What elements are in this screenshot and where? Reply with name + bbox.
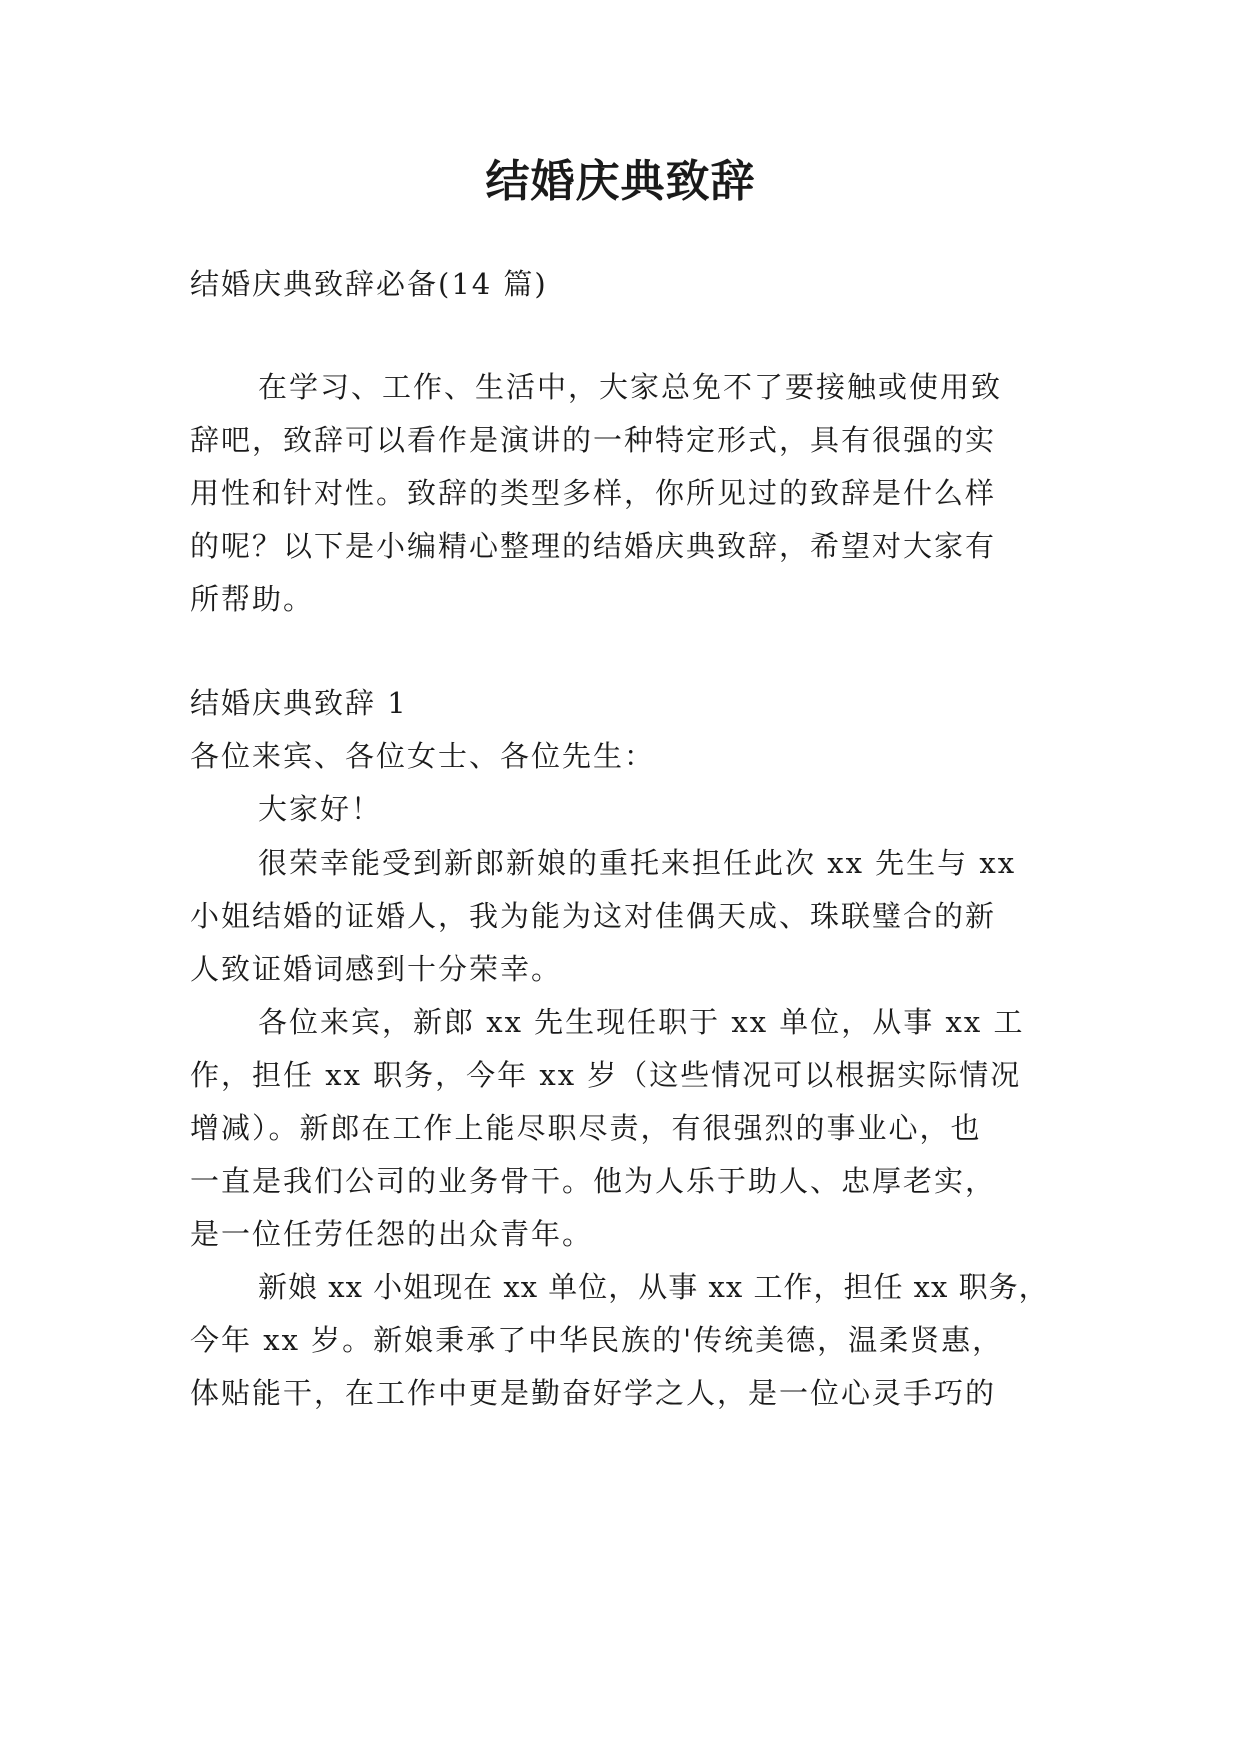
intro-line: 在学习、工作、生活中，大家总免不了要接触或使用致 <box>258 370 1003 404</box>
document-title: 结婚庆典致辞 <box>485 156 756 207</box>
paragraph-line: 一直是我们公司的业务骨干。他为人乐于助人、忠厚老实， <box>190 1164 997 1198</box>
document-subtitle: 结婚庆典致辞必备(14 篇) <box>190 267 548 301</box>
intro-line: 用性和针对性。致辞的类型多样，你所见过的致辞是什么样 <box>190 476 997 510</box>
paragraph-line: 体贴能干，在工作中更是勤奋好学之人，是一位心灵手巧的 <box>190 1376 997 1410</box>
paragraph-line: 作，担任 xx 职务，今年 xx 岁（这些情况可以根据实际情况 <box>190 1058 1022 1092</box>
paragraph-line: 小姐结婚的证婚人，我为能为这对佳偶天成、珠联璧合的新 <box>190 899 997 933</box>
paragraph-line: 新娘 xx 小姐现在 xx 单位，从事 xx 工作，担任 xx 职务， <box>258 1270 1049 1304</box>
paragraph-line: 今年 xx 岁。新娘秉承了中华民族的'传统美德，温柔贤惠， <box>190 1323 1004 1357</box>
intro-line: 的呢？以下是小编精心整理的结婚庆典致辞，希望对大家有 <box>190 529 997 563</box>
paragraph-line: 增减）。新郎在工作上能尽职尽责，有很强烈的事业心，也 <box>190 1111 982 1145</box>
greeting: 大家好！ <box>258 792 383 826</box>
paragraph-line: 是一位任劳任怨的出众青年。 <box>190 1217 594 1251</box>
paragraph-line: 各位来宾，新郎 xx 先生现任职于 xx 单位，从事 xx 工 <box>258 1005 1025 1039</box>
intro-line: 辞吧，致辞可以看作是演讲的一种特定形式，具有很强的实 <box>190 423 997 457</box>
section-heading: 结婚庆典致辞 1 <box>190 686 408 720</box>
salutation: 各位来宾、各位女士、各位先生： <box>190 739 656 773</box>
paragraph-line: 人致证婚词感到十分荣幸。 <box>190 952 563 986</box>
intro-line: 所帮助。 <box>190 582 315 616</box>
paragraph-line: 很荣幸能受到新郎新娘的重托来担任此次 xx 先生与 xx <box>258 846 1017 880</box>
